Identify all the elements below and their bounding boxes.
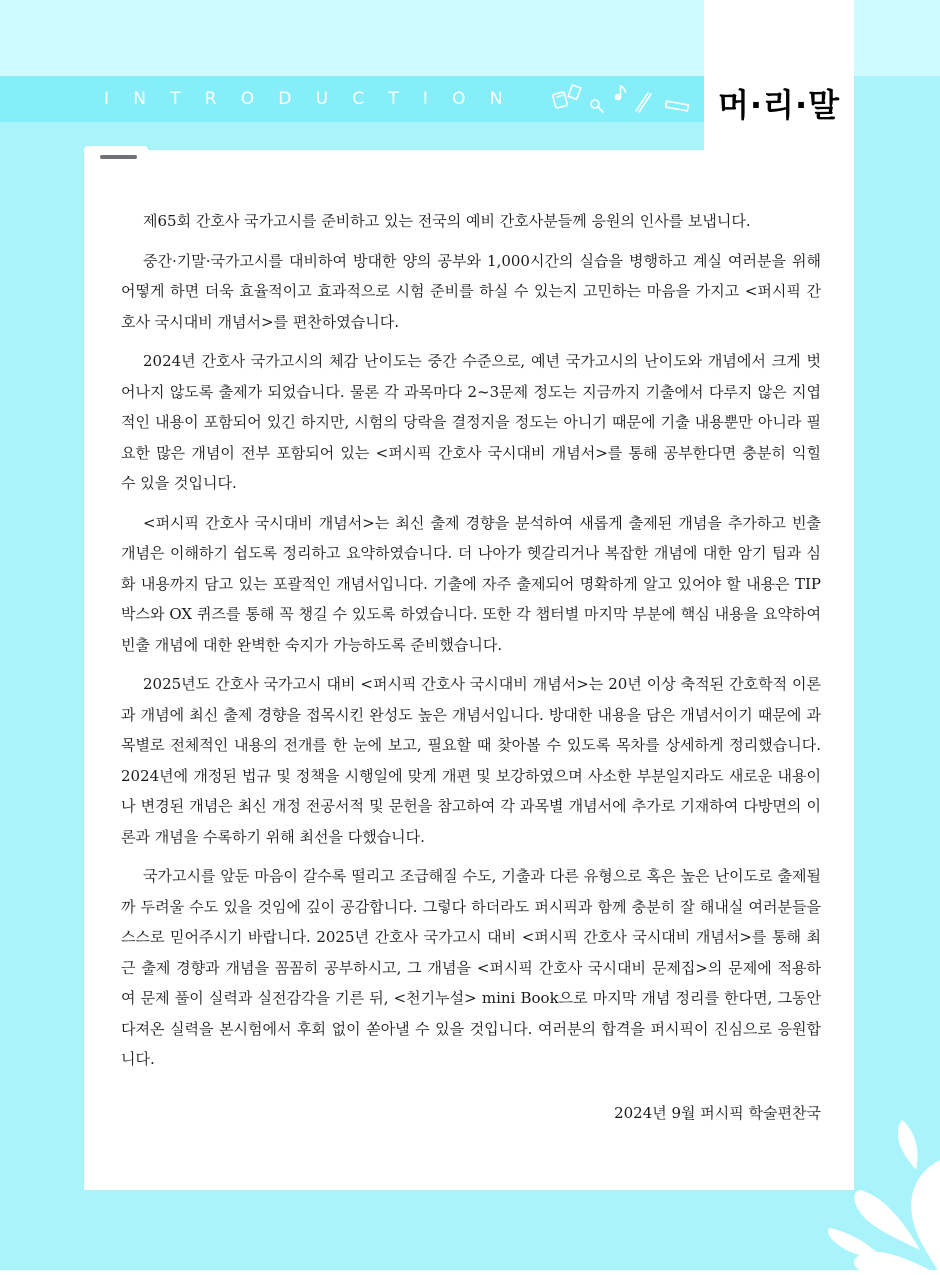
paragraph: <퍼시픽 간호사 국시대비 개념서>는 최신 출제 경향을 분석하여 새롭게 출제된 개념을 추가하고 빈출 개념은 이해하기 쉽도록 정리하고 요약하였습니다. 더 나아가 헷갈리거나 복잡한 개념에 대한 암기 팁과 심화 내용까지 담고 있는 포괄적인 개념서입니다. 기출에 자주 출제되어 명확하게 알고 있어야 할 내용은 TIP 박스와 OX 퀴즈를 통해 꼭 챙길 수 있도록 하였습니다. 또한 각 챕터별 마지막 부분에 핵심 내용을 요약하여 빈출 개념에 대한 완벽한 숙지가 가능하도록 준비했습니다. (121, 513, 821, 654)
card-dash-mark (100, 155, 137, 159)
magnifier-icon (591, 100, 603, 112)
eraser-icon (568, 85, 581, 99)
ruler-icon (666, 101, 689, 111)
paragraph: 2025년도 간호사 국가고시 대비 <퍼시픽 간호사 국시대비 개념서>는 20년 이상 축적된 간호학적 이론과 개념에 최신 출제 경향을 접목시킨 완성도 높은 개념서입니다. 방대한 내용을 담은 개념서이기 때문에 과목별로 전체적인 내용의 전개를 한 눈에 보고, 필요할 때 찾아볼 수 있도록 목차를 상세하게 정리했습니다. 2024년에 개정된 법규 및 정책을 시행일에 맞게 개편 및 보강하였으며 사소한 부분일지라도 새로운 내용이나 변경된 개념은 최신 개정 전공서적 및 문헌을 참고하여 각 과목별 개념서에 추가로 기재하여 다방면의 이론과 개념을 수록하기 위해 최선을 다했습니다. (121, 675, 821, 846)
preface-body (121, 206, 821, 1084)
paragraph: 제65회 간호사 국가고시를 준비하고 있는 전국의 예비 간호사분들께 응원의 인사를 보냅니다. (143, 212, 751, 230)
bottom-strip (0, 1270, 940, 1275)
music-note-icon (616, 86, 626, 100)
leaf-decoration (790, 1120, 940, 1275)
title-tab (704, 0, 854, 150)
signature: 2024년 9월 퍼시픽 학술편찬국 (614, 1104, 821, 1122)
paragraph: 중간·기말·국가고시를 대비하여 방대한 양의 공부와 1,000시간의 실습을 병행하고 계실 여러분을 위해 어떻게 하면 더욱 효율적이고 효과적으로 시험 준비를 하실 수 있는지 고민하는 마음을 가지고 <퍼시픽 간호사 국시대비 개념서>를 편찬하였습니다. (121, 251, 821, 331)
stationery-icons (548, 76, 698, 122)
paragraph: 국가고시를 앞둔 마음이 갈수록 떨리고 조급해질 수도, 기출과 다른 유형으로 혹은 높은 난이도로 출제될까 두려울 수도 있을 것임에 깊이 공감합니다. 그렇다 하더라도 퍼시픽과 함께 충분히 잘 해내실 여러분들을 스스로 믿어주시기 바랍니다. 2025년 간호사 국가고시 대비 <퍼시픽 간호사 국시대비 개념서>를 통해 최근 출제 경향과 개념을 꼼꼼히 공부하시고, 그 개념을 <퍼시픽 간호사 국시대비 문제집>의 문제에 적용하여 문제 풀이 실력과 실전감각을 기른 뒤, <천기누설> mini Book으로 마지막 개념 정리를 한다면, 그동안 다져온 실력을 본시험에서 후회 없이 쏟아낼 수 있을 것입니다. 여러분의 합격을 퍼시픽이 진심으로 응원합니다. (121, 867, 821, 1068)
notebook-icon (552, 92, 567, 109)
pencil-icon (636, 93, 651, 112)
paragraph: 2024년 간호사 국가고시의 체감 난이도는 중간 수준으로, 예년 국가고시의 난이도와 개념에서 크게 벗어나지 않도록 출제가 되었습니다. 물론 각 과목마다 2~3문제 정도는 지금까지 기출에서 다루지 않은 지엽적인 내용이 포함되어 있긴 하지만, 시험의 당락을 결정지을 정도는 아니기 때문에 기출 내용뿐만 아니라 필요한 많은 개념이 전부 포함되어 있는 <퍼시픽 간호사 국시대비 개념서>를 통해 공부한다면 충분히 익힐 수 있을 것입니다. (121, 352, 821, 492)
page-title: 머·리·말 (717, 86, 841, 124)
section-title: INTRODUCTION (104, 89, 527, 109)
